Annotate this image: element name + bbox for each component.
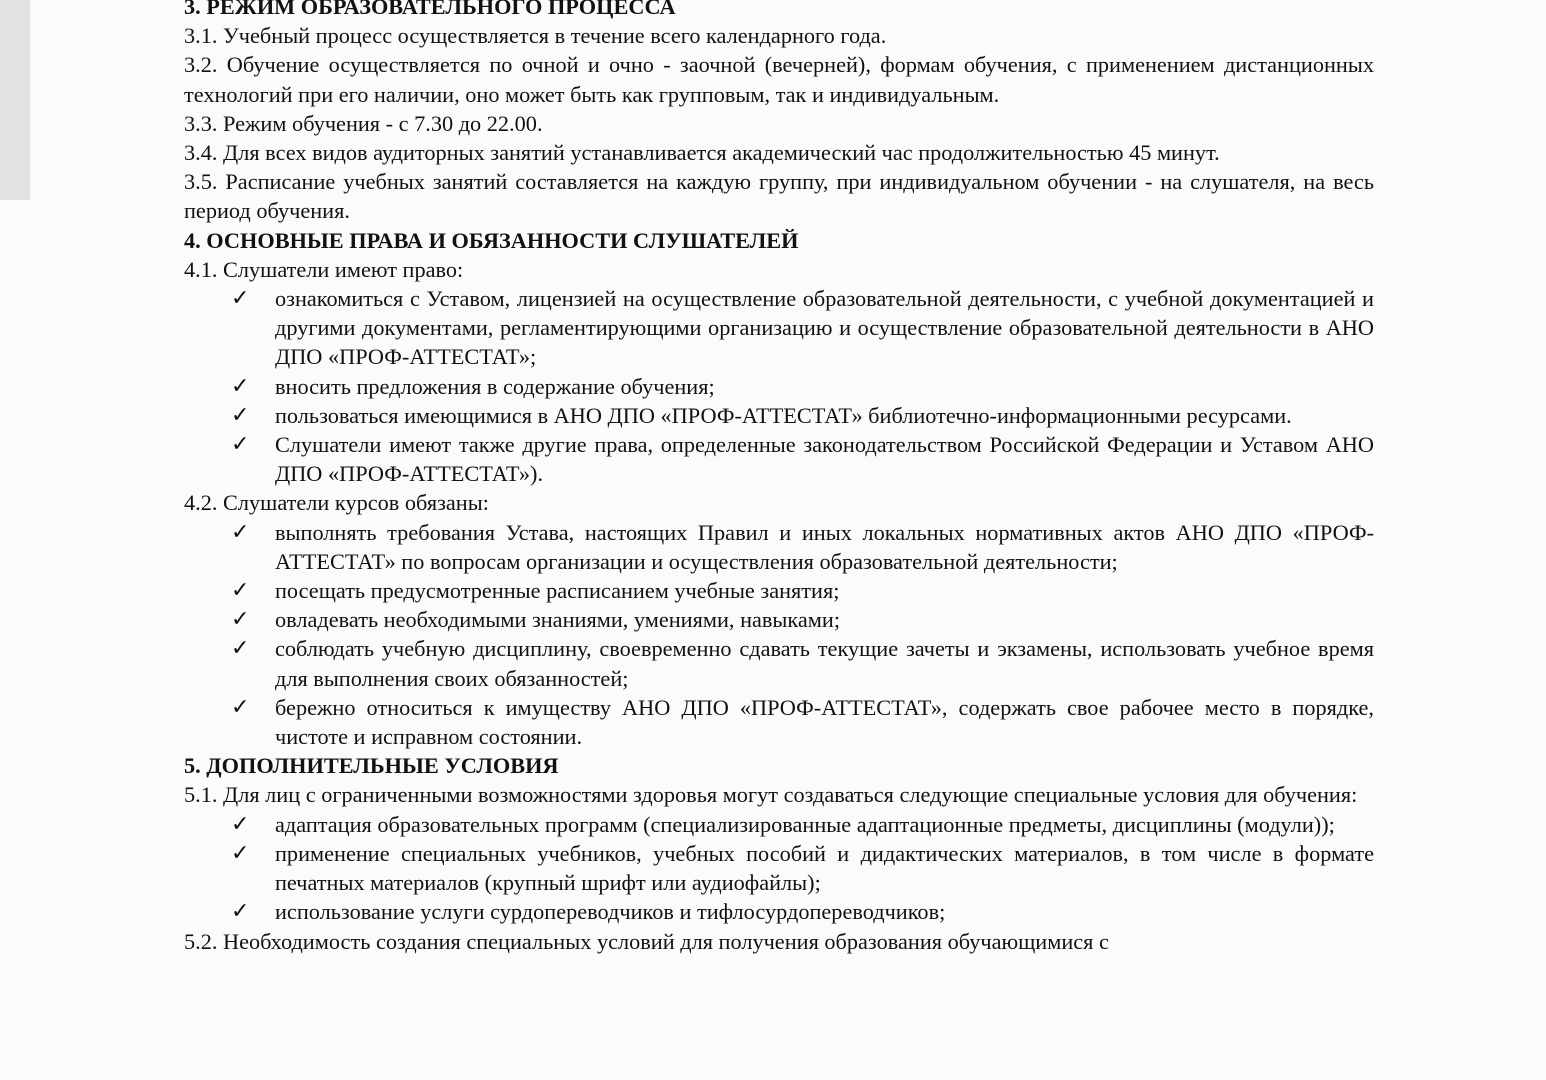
checkmark-icon: ✓ <box>231 286 250 312</box>
list-item-text: соблюдать учебную дисциплину, своевременно сдавать текущие зачеты и экзамены, использовать учебное время для выполнения своих обязанностей; <box>275 636 1374 691</box>
checkmark-icon: ✓ <box>231 402 250 428</box>
list-item <box>184 372 1374 401</box>
list-item-text: использование услуги сурдопереводчиков и тифлосурдопереводчиков; <box>275 899 946 925</box>
list-item <box>184 605 1374 634</box>
duties-intro: 4.2. Слушатели курсов обязаны: <box>184 490 489 516</box>
list-item-text: овладевать необходимыми знаниями, умениями, навыками; <box>275 607 841 633</box>
paragraph-3-3: 3.3. Режим обучения - с 7.30 до 22.00. <box>184 110 543 136</box>
list-item <box>184 284 1374 372</box>
checkmark-icon: ✓ <box>231 899 250 925</box>
paragraph-3-4: 3.4. Для всех видов аудиторных занятий устанавливается академический час продолжительностью 45 минут. <box>184 140 1220 166</box>
list-item-text: выполнять требования Устава, настоящих Правил и иных локальных нормативных актов АНО ДПО «ПРОФ-АТТЕСТАТ» по вопросам организации и осуществления образовательной деятельности; <box>275 519 1374 574</box>
list-item-text: Слушатели имеют также другие права, определенные законодательством Российской Федерации и Уставом АНО ДПО «ПРОФ-АТТЕСТАТ»). <box>275 432 1374 487</box>
list-item-text: посещать предусмотренные расписанием учебные занятия; <box>275 578 840 604</box>
list-item <box>184 518 1374 576</box>
list-item-text: вносить предложения в содержание обучения; <box>275 373 715 399</box>
list-item-text: адаптация образовательных программ (специализированные адаптационные предметы, дисциплины (модули)); <box>275 811 1335 837</box>
list-item <box>184 839 1374 897</box>
list-item <box>184 693 1374 751</box>
list-item <box>184 897 1374 926</box>
paragraph-5-2: 5.2. Необходимость создания специальных условий для получения образования обучающимися с <box>184 928 1109 954</box>
list-item <box>184 430 1374 488</box>
checkmark-icon: ✓ <box>231 519 250 545</box>
checkmark-icon: ✓ <box>231 373 250 399</box>
paragraph-3-2: 3.2. Обучение осуществляется по очной и очно - заочной (вечерней), формам обучения, с применением дистанционных технологий при его наличии, оно может быть как групповым, так и индивидуальным. <box>184 52 1374 107</box>
section-3-heading: 3. РЕЖИМ ОБРАЗОВАТЕЛЬНОГО ПРОЦЕССА <box>184 0 676 19</box>
checkmark-icon: ✓ <box>231 694 250 720</box>
list-item <box>184 810 1374 839</box>
section-4-heading: 4. ОСНОВНЫЕ ПРАВА И ОБЯЗАННОСТИ СЛУШАТЕЛЕЙ <box>184 227 799 253</box>
scan-edge-shadow <box>0 0 30 200</box>
list-item-text: ознакомиться с Уставом, лицензией на осуществление образовательной деятельности, с учебной документацией и другими документами, регламентирующими организацию и осуществление образовательной деятельности в АНО ДПО «ПРОФ-АТТЕСТАТ»; <box>275 286 1374 370</box>
section-5-heading: 5. ДОПОЛНИТЕЛЬНЫЕ УСЛОВИЯ <box>184 753 559 779</box>
document-page <box>184 0 1374 956</box>
list-item <box>184 576 1374 605</box>
paragraph-3-1: 3.1. Учебный процесс осуществляется в течение всего календарного года. <box>184 23 887 49</box>
list-item-text: пользоваться имеющимися в АНО ДПО «ПРОФ-АТТЕСТАТ» библиотечно-информационными ресурсами. <box>275 402 1292 428</box>
checkmark-icon: ✓ <box>231 840 250 866</box>
list-item-text: применение специальных учебников, учебных пособий и дидактических материалов, в том числе в формате печатных материалов (крупный шрифт или аудиофайлы); <box>275 840 1374 896</box>
list-item <box>184 401 1374 430</box>
checkmark-icon: ✓ <box>231 811 250 837</box>
list-item-text: бережно относиться к имуществу АНО ДПО «ПРОФ-АТТЕСТАТ», содержать свое рабочее место в порядке, чистоте и исправном состоянии. <box>275 694 1374 750</box>
checkmark-icon: ✓ <box>231 607 250 633</box>
paragraph-3-5: 3.5. Расписание учебных занятий составляется на каждую группу, при индивидуальном обучении - на слушателя, на весь период обучения. <box>184 169 1374 224</box>
rights-intro: 4.1. Слушатели имеют право: <box>184 256 464 282</box>
checkmark-icon: ✓ <box>231 578 250 604</box>
conditions-intro: 5.1. Для лиц с ограниченными возможностями здоровья могут создаваться следующие специальные условия для обучения: <box>184 782 1358 808</box>
list-item <box>184 634 1374 692</box>
checkmark-icon: ✓ <box>231 636 250 662</box>
checkmark-icon: ✓ <box>231 432 250 458</box>
